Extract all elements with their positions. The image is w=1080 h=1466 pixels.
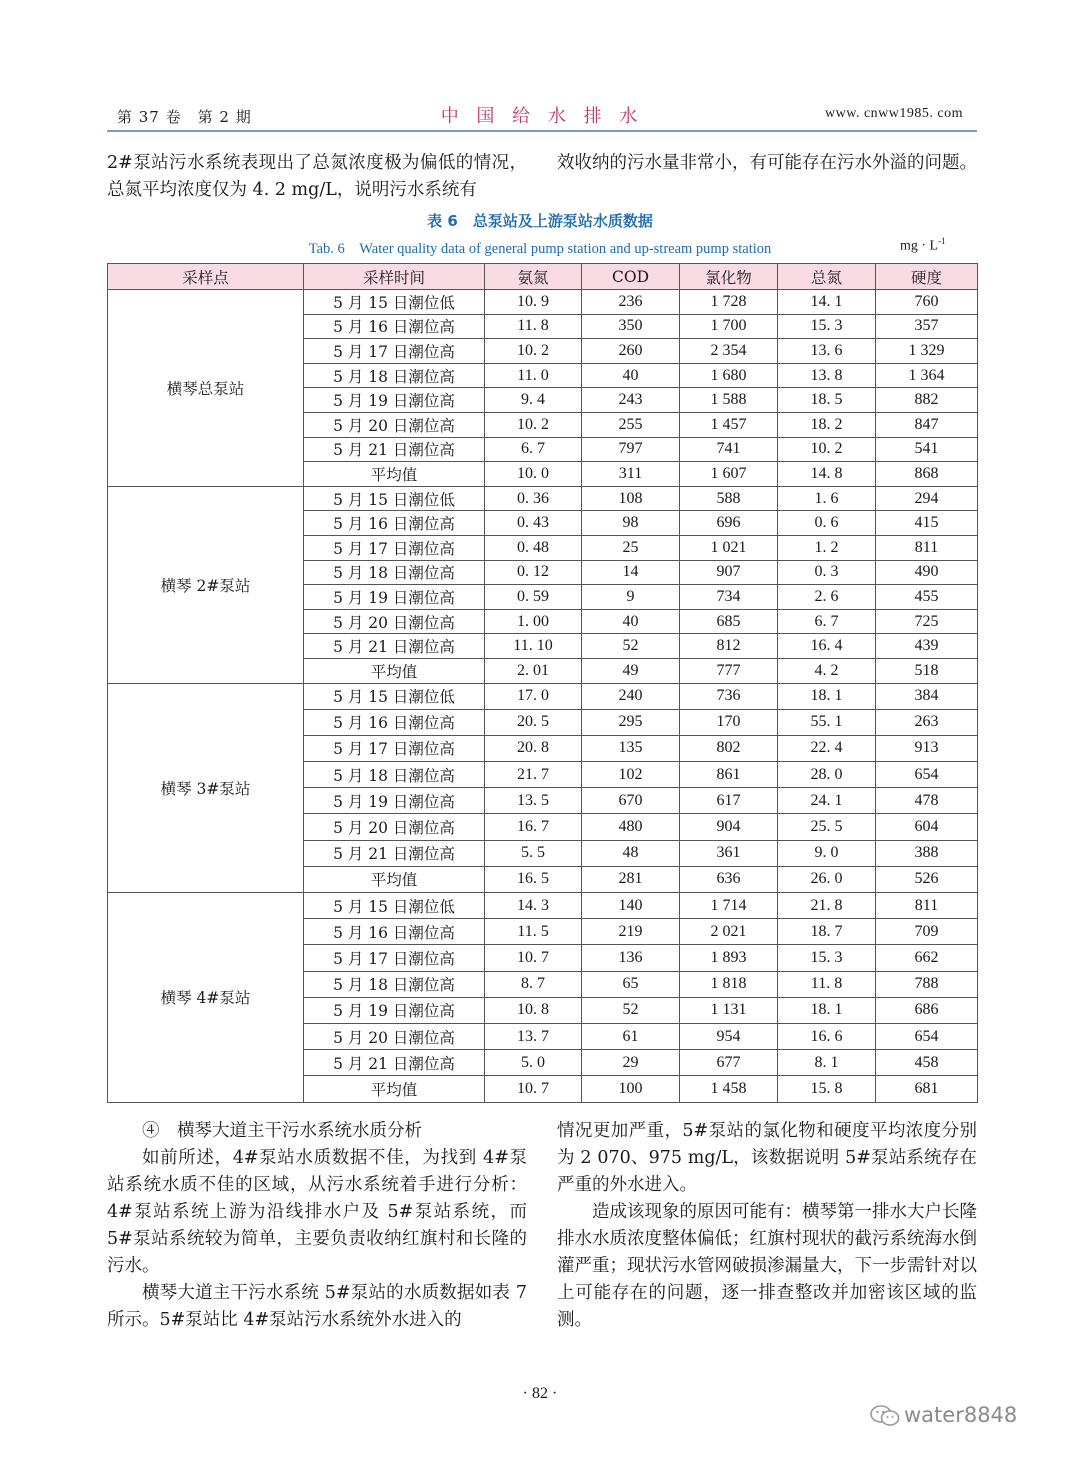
table-cell: 1. 2 [778,535,876,560]
running-header [107,100,977,130]
table-cell: 8. 7 [485,971,582,997]
table-cell: 40 [582,363,680,388]
table-row [108,486,978,511]
table-cell: 255 [582,412,680,437]
table-cell: 10. 2 [778,437,876,462]
table-cell: 26. 0 [778,866,876,892]
sampling-time: 平均值 [304,866,485,892]
table-cell: 14 [582,560,680,585]
table-cell: 9. 0 [778,840,876,866]
table-cell: 847 [876,412,978,437]
sampling-time: 5 月 18 日潮位高 [304,762,485,788]
table-cell: 9 [582,585,680,610]
table-cell: 350 [582,314,680,339]
table-cell: 490 [876,560,978,585]
table-cell: 736 [680,683,778,709]
column-header: 采样点 [108,264,304,290]
table-cell: 10. 0 [485,462,582,487]
volume-issue: 第 37 卷 第 2 期 [117,108,252,126]
table-cell: 1. 6 [778,486,876,511]
sampling-time: 5 月 15 日潮位低 [304,290,485,315]
table-cell: 2. 01 [485,658,582,683]
table-cell: 636 [680,866,778,892]
table-unit [900,236,946,255]
sampling-time: 5 月 18 日潮位高 [304,363,485,388]
sampling-site: 横琴 2#泵站 [108,486,304,683]
table-cell: 617 [680,788,778,814]
table-cell: 5. 0 [485,1050,582,1076]
table-cell: 294 [876,486,978,511]
table-cell: 788 [876,971,978,997]
table-cell: 2 021 [680,919,778,945]
table-cell: 518 [876,658,978,683]
table-cell: 882 [876,388,978,413]
table-cell: 415 [876,511,978,536]
table-cell: 1 457 [680,412,778,437]
table-cell: 13. 6 [778,339,876,364]
sampling-time: 5 月 16 日潮位高 [304,709,485,735]
table-cell: 0. 59 [485,585,582,610]
table-cell: 49 [582,658,680,683]
bottom-left-paragraph-2: 横琴大道主干污水系统 5#泵站的水质数据如表 7 所示。5#泵站比 4#泵站污水系统外水进入的 [107,1283,527,1330]
column-header: COD [582,264,680,290]
table-cell: 861 [680,762,778,788]
table-cell: 0. 3 [778,560,876,585]
table-cell: 0. 36 [485,486,582,511]
table-cell: 384 [876,683,978,709]
table-cell: 10. 8 [485,997,582,1023]
table-cell: 734 [680,585,778,610]
sampling-time: 平均值 [304,1076,485,1102]
column-header: 氨氮 [485,264,582,290]
column-header: 硬度 [876,264,978,290]
top-left-text [107,150,527,204]
table-cell: 11. 8 [485,314,582,339]
table-cell: 28. 0 [778,762,876,788]
page-number: · 82 · [522,1385,558,1402]
table-cell: 0. 48 [485,535,582,560]
section-heading: ④ 横琴大道主干污水系统水质分析 [142,1121,422,1141]
sampling-time: 5 月 19 日潮位高 [304,388,485,413]
table-cell: 455 [876,585,978,610]
table-cell: 311 [582,462,680,487]
table-cell: 136 [582,945,680,971]
table-cell: 1 588 [680,388,778,413]
table-cell: 14. 3 [485,893,582,919]
table-cell: 1 607 [680,462,778,487]
column-header: 总氮 [778,264,876,290]
table-cell: 15. 3 [778,945,876,971]
sampling-time: 5 月 19 日潮位高 [304,997,485,1023]
table-cell: 868 [876,462,978,487]
table-cell: 263 [876,709,978,735]
table-cell: 811 [876,893,978,919]
table-cell: 52 [582,634,680,659]
sampling-site: 横琴 3#泵站 [108,683,304,893]
journal-title: 中 国 给 水 排 水 [440,106,644,127]
table-cell: 685 [680,609,778,634]
table-cell: 797 [582,437,680,462]
table-cell: 52 [582,997,680,1023]
sampling-time: 5 月 16 日潮位高 [304,314,485,339]
table-cell: 22. 4 [778,735,876,761]
table-cell: 10. 9 [485,290,582,315]
table-cell: 1 458 [680,1076,778,1102]
unit-exponent: -1 [938,236,946,246]
table-cell: 1 680 [680,363,778,388]
header-rule [107,130,977,132]
bottom-right-paragraph-1: 情况更加严重，5#泵站的氯化物和硬度平均浓度分别为 2 070、975 mg/L，该数据说明 5#泵站系统存在严重的外水进入。 [557,1121,977,1195]
table-cell: 98 [582,511,680,536]
table-cell: 1 818 [680,971,778,997]
table-cell: 14. 8 [778,462,876,487]
table-cell: 1 714 [680,893,778,919]
top-left-paragraph: 2#泵站污水系统表现出了总氮浓度极为偏低的情况，总氮平均浓度仅为 4. 2 mg/L，说明污水系统有 [107,153,527,200]
table-cell: 55. 1 [778,709,876,735]
table-cell: 15. 3 [778,314,876,339]
top-right-text [557,150,977,177]
table-cell: 16. 5 [485,866,582,892]
table-cell: 21. 8 [778,893,876,919]
table-cell: 48 [582,840,680,866]
table-cell: 170 [680,709,778,735]
table-cell: 478 [876,788,978,814]
table-cell: 11. 8 [778,971,876,997]
table-cell: 18. 1 [778,997,876,1023]
sampling-time: 5 月 17 日潮位高 [304,535,485,560]
table-cell: 16. 4 [778,634,876,659]
sampling-time: 5 月 15 日潮位低 [304,486,485,511]
sampling-time: 5 月 19 日潮位高 [304,585,485,610]
table-cell: 1 728 [680,290,778,315]
table-cell: 458 [876,1050,978,1076]
table-cell: 108 [582,486,680,511]
table-cell: 10. 7 [485,945,582,971]
table-cell: 102 [582,762,680,788]
sampling-time: 5 月 21 日潮位高 [304,840,485,866]
table-cell: 18. 5 [778,388,876,413]
journal-website: www. cnww1985. com [825,106,963,121]
table-cell: 604 [876,814,978,840]
sampling-time: 5 月 16 日潮位高 [304,511,485,536]
bottom-left-paragraph-1: 如前所述，4#泵站水质数据不佳，为找到 4#泵站系统水质不佳的区域，从污水系统着手进行分析：4#泵站系统上游为沿线排水户及 5#泵站系统，而 5#泵站系统较为简单，主要负责收纳红旗村和长隆的污水。 [107,1148,527,1276]
table-cell: 654 [876,762,978,788]
sampling-time: 5 月 17 日潮位高 [304,945,485,971]
table-caption-en: Tab. 6 Water quality data of general pump station and up-stream pump station [308,241,772,257]
table-cell: 243 [582,388,680,413]
table-cell: 11. 10 [485,634,582,659]
bottom-right-text [557,1118,977,1334]
table-cell: 9. 4 [485,388,582,413]
table-cell: 1 131 [680,997,778,1023]
table-cell: 8. 1 [778,1050,876,1076]
table-cell: 16. 7 [485,814,582,840]
table-cell: 6. 7 [778,609,876,634]
sampling-time: 5 月 18 日潮位高 [304,971,485,997]
table-cell: 10. 7 [485,1076,582,1102]
table-cell: 21. 7 [485,762,582,788]
table-cell: 1 329 [876,339,978,364]
sampling-time: 5 月 17 日潮位高 [304,735,485,761]
table-cell: 236 [582,290,680,315]
table-cell: 1 700 [680,314,778,339]
table-cell: 18. 2 [778,412,876,437]
table-cell: 65 [582,971,680,997]
sampling-time: 平均值 [304,462,485,487]
table-cell: 0. 12 [485,560,582,585]
table-cell: 16. 6 [778,1023,876,1049]
column-header: 氯化物 [680,264,778,290]
table-cell: 725 [876,609,978,634]
table-cell: 907 [680,560,778,585]
table-cell: 388 [876,840,978,866]
sampling-time: 5 月 17 日潮位高 [304,339,485,364]
table-cell: 2 354 [680,339,778,364]
table-cell: 526 [876,866,978,892]
table-cell: 0. 43 [485,511,582,536]
sampling-time: 5 月 15 日潮位低 [304,893,485,919]
table-cell: 17. 0 [485,683,582,709]
bottom-right-paragraph-2: 造成该现象的原因可能有：横琴第一排水大户长隆排水水质浓度整体偏低；红旗村现状的截污系统海水倒灌严重；现状污水管网破损渗漏量大，下一步需针对以上可能存在的问题，逐一排查整改并加密该区域的监测。 [557,1202,977,1330]
table-cell: 913 [876,735,978,761]
table-cell: 10. 2 [485,339,582,364]
table-cell: 1 364 [876,363,978,388]
table-cell: 954 [680,1023,778,1049]
table-cell: 4. 2 [778,658,876,683]
sampling-site: 横琴 4#泵站 [108,893,304,1103]
table-cell: 802 [680,735,778,761]
table-cell: 13. 7 [485,1023,582,1049]
table-cell: 11. 5 [485,919,582,945]
table-cell: 696 [680,511,778,536]
table-cell: 5. 5 [485,840,582,866]
table-cell: 811 [876,535,978,560]
table-cell: 13. 8 [778,363,876,388]
table-header-row [108,264,978,290]
sampling-time: 5 月 15 日潮位低 [304,683,485,709]
table-cell: 1 021 [680,535,778,560]
table-cell: 24. 1 [778,788,876,814]
table-cell: 777 [680,658,778,683]
table-cell: 295 [582,709,680,735]
table-cell: 135 [582,735,680,761]
column-header: 采样时间 [304,264,485,290]
sampling-time: 平均值 [304,658,485,683]
sampling-time: 5 月 19 日潮位高 [304,788,485,814]
table-cell: 904 [680,814,778,840]
table-cell: 219 [582,919,680,945]
table-cell: 686 [876,997,978,1023]
table-cell: 662 [876,945,978,971]
top-right-paragraph: 效收纳的污水量非常小，有可能存在污水外溢的问题。 [557,153,977,173]
table-cell: 670 [582,788,680,814]
water-quality-table [107,263,978,1103]
bottom-left-text [107,1118,527,1334]
table-cell: 25. 5 [778,814,876,840]
table-cell: 6. 7 [485,437,582,462]
table-cell: 40 [582,609,680,634]
sampling-time: 5 月 21 日潮位高 [304,437,485,462]
table-cell: 1. 00 [485,609,582,634]
table-cell: 357 [876,314,978,339]
table-cell: 61 [582,1023,680,1049]
table-cell: 13. 5 [485,788,582,814]
sampling-time: 5 月 20 日潮位高 [304,1023,485,1049]
table-row [108,683,978,709]
table-cell: 439 [876,634,978,659]
table-cell: 654 [876,1023,978,1049]
table-cell: 15. 8 [778,1076,876,1102]
table-cell: 741 [680,437,778,462]
table-cell: 588 [680,486,778,511]
sampling-site: 横琴总泵站 [108,290,304,487]
table-cell: 20. 8 [485,735,582,761]
table-cell: 100 [582,1076,680,1102]
table-cell: 14. 1 [778,290,876,315]
table-cell: 480 [582,814,680,840]
sampling-time: 5 月 16 日潮位高 [304,919,485,945]
watermark [870,1403,1017,1427]
watermark-text: water8848 [904,1403,1018,1427]
sampling-time: 5 月 21 日潮位高 [304,1050,485,1076]
table-cell: 812 [680,634,778,659]
table-row [108,290,978,315]
unit-text: mg · L [900,238,939,254]
table-cell: 760 [876,290,978,315]
table-cell: 18. 1 [778,683,876,709]
table-cell: 25 [582,535,680,560]
table-cell: 681 [876,1076,978,1102]
table-cell: 2. 6 [778,585,876,610]
table-cell: 709 [876,919,978,945]
table-cell: 541 [876,437,978,462]
table-cell: 10. 2 [485,412,582,437]
table-cell: 260 [582,339,680,364]
wechat-icon [870,1405,900,1427]
table-cell: 11. 0 [485,363,582,388]
sampling-time: 5 月 18 日潮位高 [304,560,485,585]
table-row [108,893,978,919]
table-caption-zh: 表 6 总泵站及上游泵站水质数据 [427,212,653,230]
table-cell: 20. 5 [485,709,582,735]
sampling-time: 5 月 20 日潮位高 [304,814,485,840]
sampling-time: 5 月 21 日潮位高 [304,634,485,659]
sampling-time: 5 月 20 日潮位高 [304,609,485,634]
table-cell: 361 [680,840,778,866]
table-cell: 677 [680,1050,778,1076]
table-cell: 1 893 [680,945,778,971]
table-cell: 0. 6 [778,511,876,536]
table-cell: 281 [582,866,680,892]
table-cell: 240 [582,683,680,709]
table-cell: 18. 7 [778,919,876,945]
sampling-time: 5 月 20 日潮位高 [304,412,485,437]
table-cell: 29 [582,1050,680,1076]
table-cell: 140 [582,893,680,919]
